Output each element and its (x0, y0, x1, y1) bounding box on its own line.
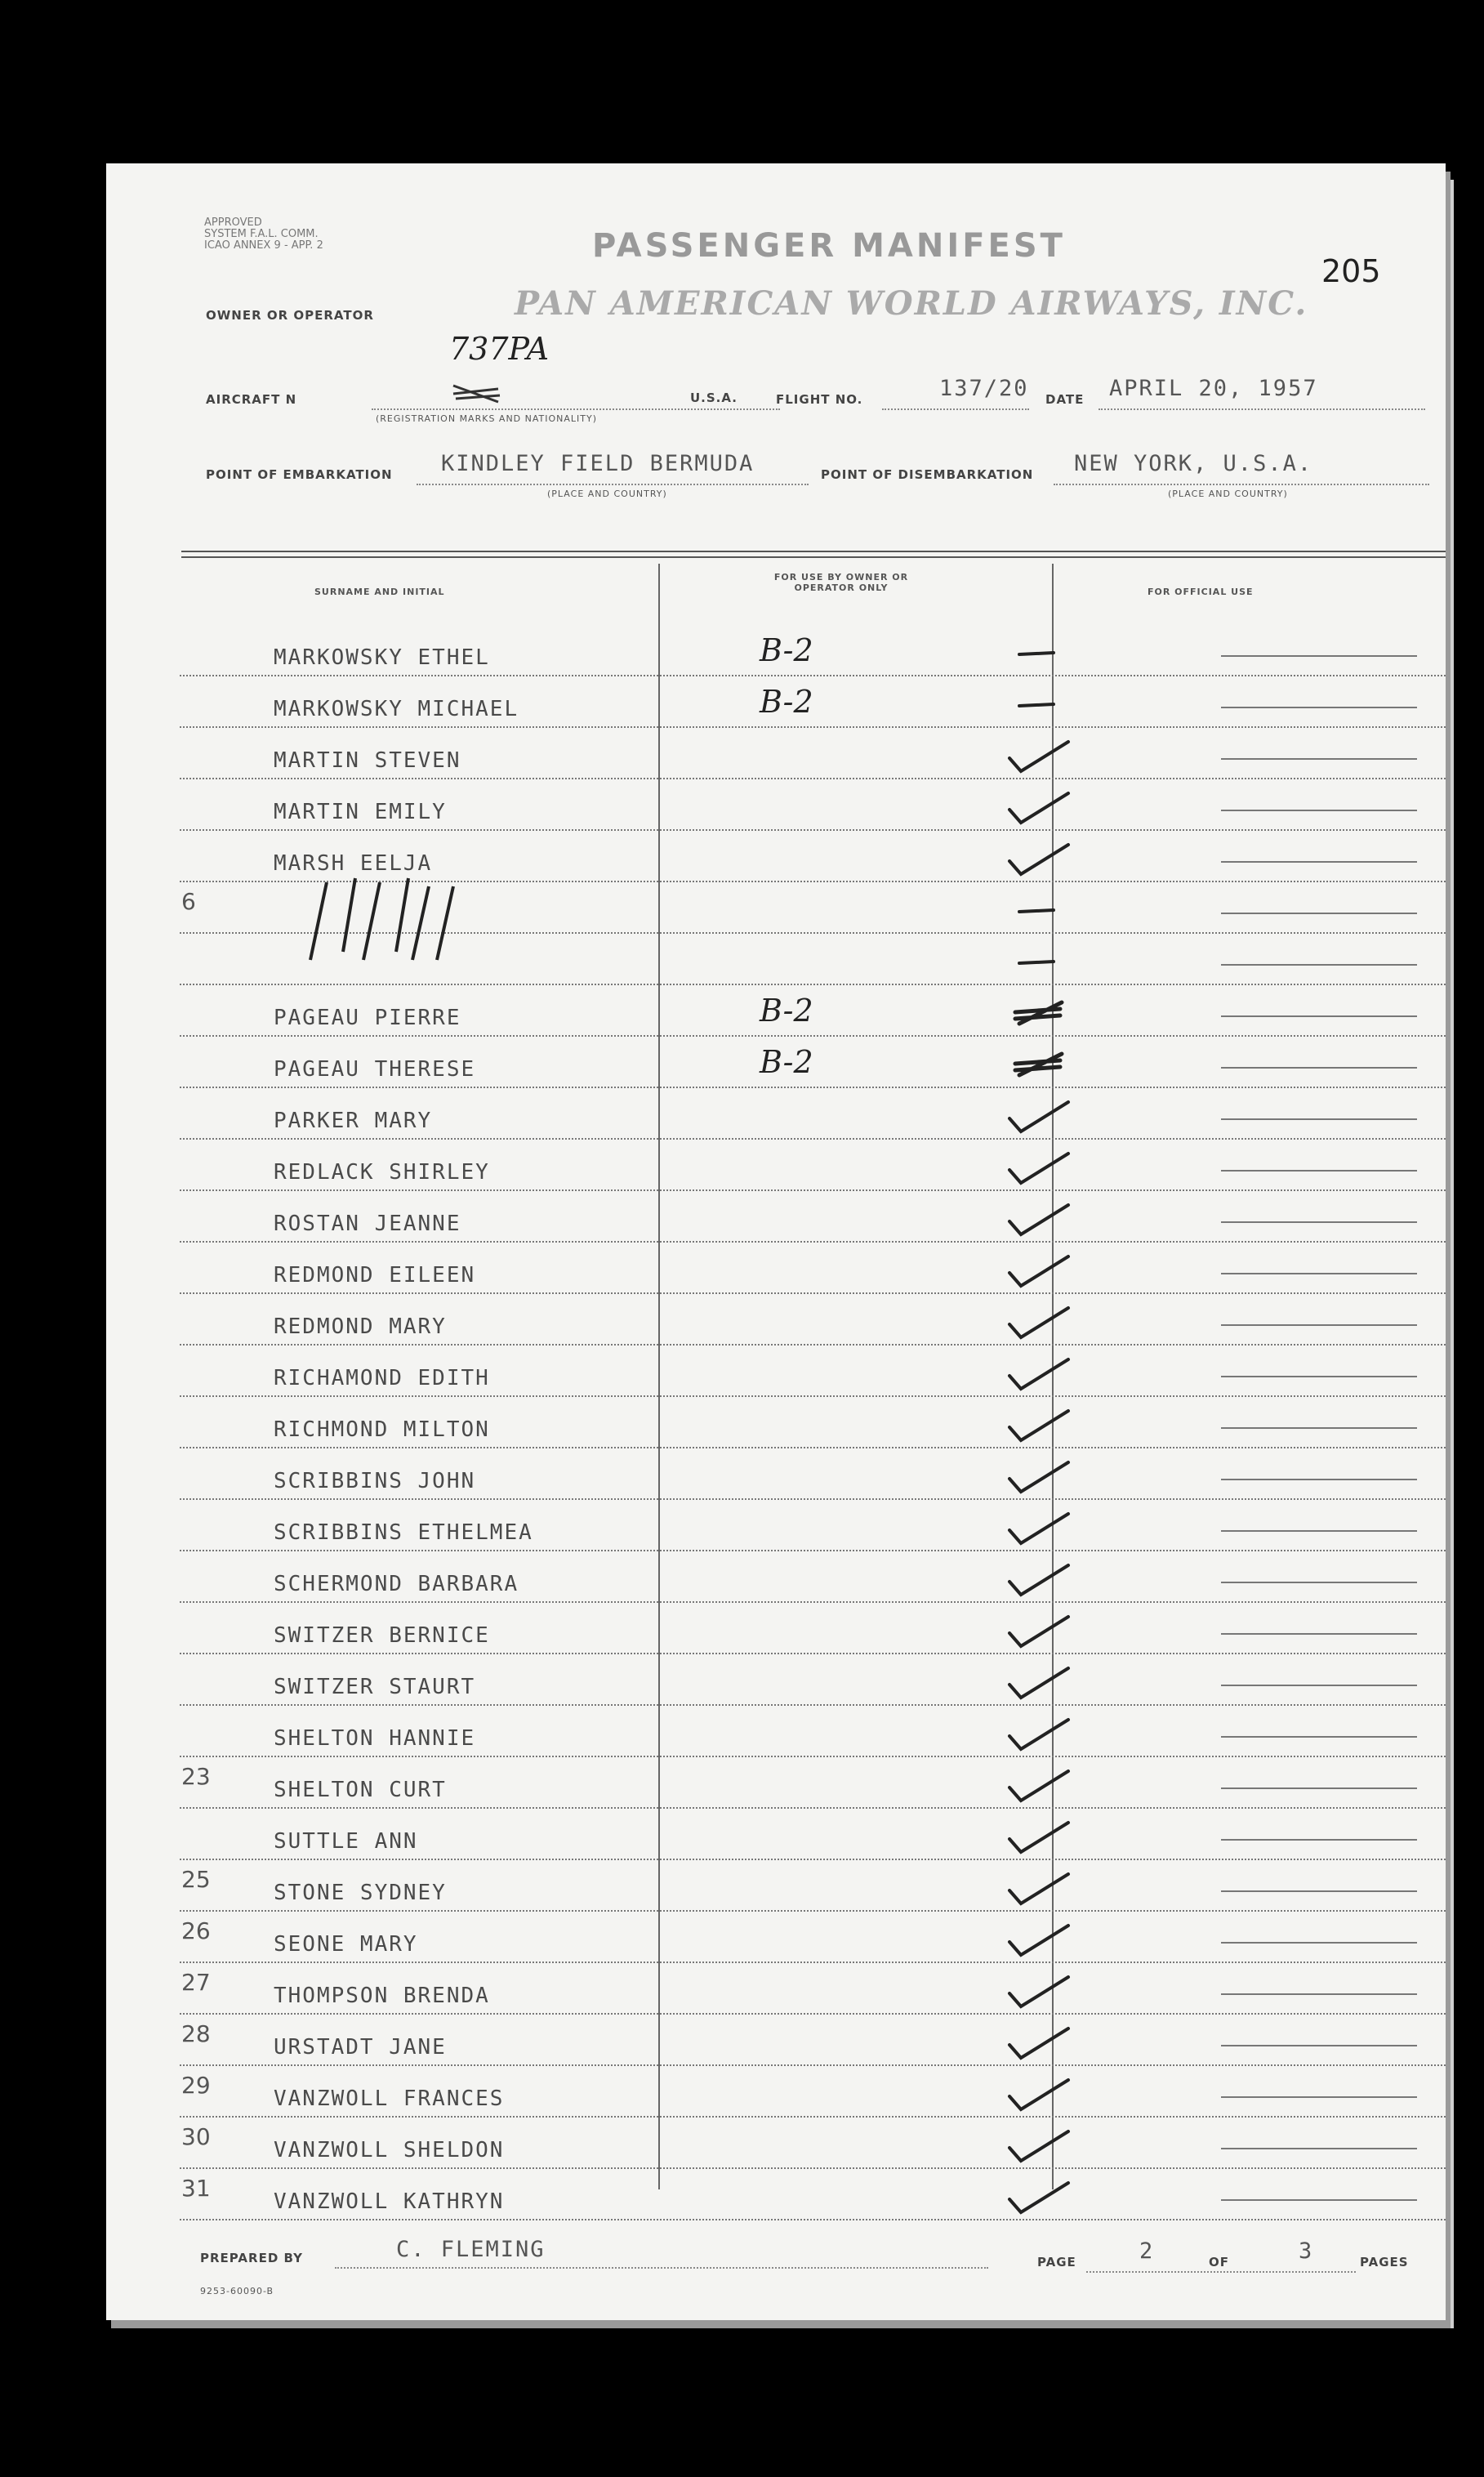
passenger-name: STONE SYDNEY (274, 1881, 447, 1905)
row-number: 23 (181, 1763, 211, 1790)
row-line (180, 1344, 1446, 1346)
passenger-name: SHELTON CURT (274, 1778, 447, 1802)
flight-line (882, 408, 1029, 410)
official-use-line (1221, 1685, 1417, 1686)
checkmark-icon (1003, 1303, 1076, 1344)
row-number: 28 (181, 2020, 211, 2047)
prepared-value: C. FLEMING (396, 2237, 546, 2262)
checkmark-icon (1003, 1715, 1076, 1756)
checkmark-icon (1003, 1200, 1076, 1241)
passenger-name: PARKER MARY (274, 1109, 433, 1133)
official-use-line (1221, 1787, 1417, 1789)
disembark-sub: (PLACE AND COUNTRY) (1168, 489, 1288, 499)
col-surname-header: SURNAME AND INITIAL (314, 587, 445, 597)
prepared-label: PREPARED BY (200, 2251, 303, 2265)
passenger-name: SWITZER STAURT (274, 1675, 476, 1699)
passenger-name: MARKOWSKY ETHEL (274, 645, 490, 670)
of-value: 3 (1299, 2238, 1314, 2264)
embark-value: KINDLEY FIELD BERMUDA (441, 451, 755, 476)
checkmark-icon (1003, 737, 1076, 778)
operator-code: B-2 (760, 632, 813, 668)
official-use-line (1221, 964, 1417, 966)
col-official-header: FOR OFFICIAL USE (1148, 587, 1254, 597)
aircraft-line (372, 408, 780, 410)
official-use-line (1221, 1067, 1417, 1069)
row-line (180, 1962, 1446, 1963)
row-line (180, 1138, 1446, 1140)
checkmark-icon (1003, 1921, 1076, 1962)
passenger-name: MARTIN STEVEN (274, 748, 461, 773)
row-line (180, 778, 1446, 779)
approval-line: SYSTEM F.A.L. COMM. (204, 228, 319, 240)
row-line (180, 1087, 1446, 1088)
dash-mark-icon (1003, 634, 1076, 675)
official-use-line (1221, 2199, 1417, 2201)
row-number: 27 (181, 1969, 211, 1996)
passenger-name: VANZWOLL KATHRYN (274, 2189, 505, 2214)
official-use-line (1221, 1736, 1417, 1738)
row-number: 29 (181, 2072, 211, 2099)
checkmark-icon (1003, 1097, 1076, 1138)
checkmark-icon (1003, 1252, 1076, 1292)
checkmark-icon (1003, 1509, 1076, 1550)
passenger-name: MARSH EELJA (274, 851, 433, 876)
row-line (180, 1704, 1446, 1706)
row-number: 26 (181, 1917, 211, 1944)
row-line (180, 726, 1446, 728)
checkmark-icon (1003, 2024, 1076, 2064)
official-use-line (1221, 1942, 1417, 1944)
dash-mark-icon (1003, 891, 1076, 932)
disembark-value: NEW YORK, U.S.A. (1074, 451, 1313, 476)
row-line (180, 1910, 1446, 1912)
header-rule (181, 556, 1446, 558)
of-label: OF (1209, 2255, 1229, 2269)
row-line (180, 675, 1446, 676)
passenger-name: PAGEAU PIERRE (274, 1006, 461, 1030)
owner-label: OWNER OR OPERATOR (206, 308, 374, 323)
checkmark-icon (1003, 1149, 1076, 1189)
passenger-name: SWITZER BERNICE (274, 1623, 490, 1648)
row-line (180, 1395, 1446, 1397)
row-line (180, 2219, 1446, 2220)
passenger-name: REDMOND EILEEN (274, 1263, 476, 1288)
checkmark-icon (1003, 788, 1076, 829)
official-use-line (1221, 1479, 1417, 1480)
official-use-line (1221, 810, 1417, 811)
passenger-name: SUTTLE ANN (274, 1829, 418, 1854)
official-use-line (1221, 1839, 1417, 1841)
date-line (1099, 408, 1425, 410)
checkmark-icon (1003, 1355, 1076, 1395)
checkmark-icon (1003, 1766, 1076, 1807)
passenger-name: SCHERMOND BARBARA (274, 1572, 519, 1596)
row-line (180, 1241, 1446, 1243)
operator-code: B-2 (760, 993, 813, 1029)
crossed-mark-icon (1003, 994, 1076, 1035)
row-line (180, 1189, 1446, 1191)
row-number: 25 (181, 1866, 211, 1893)
official-use-line (1221, 1170, 1417, 1172)
manifest-page (106, 163, 1446, 2320)
official-use-line (1221, 1890, 1417, 1892)
passenger-name: SEONE MARY (274, 1932, 418, 1957)
embark-sub: (PLACE AND COUNTRY) (547, 489, 667, 499)
passenger-name: VANZWOLL FRANCES (274, 2086, 505, 2111)
approval-line: APPROVED (204, 216, 262, 229)
passenger-name: SHELTON HANNIE (274, 1726, 476, 1751)
row-line (180, 984, 1446, 985)
operator-code: B-2 (760, 1044, 813, 1080)
row-line (180, 1859, 1446, 1860)
checkmark-icon (1003, 1612, 1076, 1653)
official-use-line (1221, 1221, 1417, 1223)
owner-value: PAN AMERICAN WORLD AIRWAYS, INC. (515, 284, 1308, 323)
official-use-line (1221, 1376, 1417, 1377)
form-number: 9253-60090-B (200, 2286, 274, 2296)
embark-label: POINT OF EMBARKATION (206, 467, 393, 482)
aircraft-sub: (REGISTRATION MARKS AND NATIONALITY) (376, 413, 598, 424)
checkmark-icon (1003, 1560, 1076, 1601)
official-use-line (1221, 2045, 1417, 2046)
row-line (180, 2116, 1446, 2118)
void-strokes-icon (278, 870, 466, 968)
passenger-name: RICHAMOND EDITH (274, 1366, 490, 1390)
row-line (180, 1756, 1446, 1757)
passenger-name: ROSTAN JEANNE (274, 1212, 461, 1236)
row-line (180, 1807, 1446, 1809)
official-use-line (1221, 2096, 1417, 2098)
checkmark-icon (1003, 1869, 1076, 1910)
passenger-name: MARKOWSKY MICHAEL (274, 697, 519, 721)
checkmark-icon (1003, 1406, 1076, 1447)
row-line (180, 2064, 1446, 2066)
row-line (180, 2167, 1446, 2169)
row-line (180, 1035, 1446, 1037)
checkmark-icon (1003, 2178, 1076, 2219)
row-line (180, 1447, 1446, 1448)
flight-label: FLIGHT NO. (776, 392, 863, 407)
official-use-line (1221, 1530, 1417, 1532)
row-line (180, 1292, 1446, 1294)
page-number: 205 (1321, 253, 1381, 289)
prepared-line (335, 2267, 988, 2269)
official-use-line (1221, 1118, 1417, 1120)
page-label: PAGE (1037, 2255, 1076, 2269)
checkmark-icon (1003, 1818, 1076, 1859)
date-label: DATE (1045, 392, 1085, 407)
pages-label: PAGES (1360, 2255, 1409, 2269)
row-number: 31 (181, 2175, 211, 2202)
official-use-line (1221, 913, 1417, 914)
aircraft-handwritten: 737PA (449, 331, 550, 367)
row-number: 30 (181, 2123, 211, 2150)
checkmark-icon (1003, 1972, 1076, 2013)
flight-value: 137/20 (939, 376, 1029, 401)
approval-note (204, 217, 323, 252)
passenger-name: SCRIBBINS JOHN (274, 1469, 476, 1493)
col-owner-header: FOR USE BY OWNER OR OPERATOR ONLY (773, 572, 909, 593)
passenger-name: RICHMOND MILTON (274, 1417, 490, 1442)
date-value: APRIL 20, 1957 (1109, 376, 1318, 401)
official-use-line (1221, 655, 1417, 657)
passenger-name: THOMPSON BRENDA (274, 1984, 490, 2008)
row-line (180, 2013, 1446, 2015)
passenger-name: SCRIBBINS ETHELMEA (274, 1520, 533, 1545)
row-line (180, 1601, 1446, 1603)
checkmark-icon (1003, 1457, 1076, 1498)
row-number: 6 (181, 888, 196, 915)
disembark-line (1054, 484, 1429, 485)
official-use-line (1221, 1993, 1417, 1995)
column-divider (658, 564, 660, 2189)
passenger-name: VANZWOLL SHELDON (274, 2138, 505, 2162)
official-use-line (1221, 1324, 1417, 1326)
row-line (180, 1653, 1446, 1654)
strikethrough-icon (449, 377, 547, 410)
page-value: 2 (1139, 2238, 1155, 2264)
passenger-name: MARTIN EMILY (274, 800, 447, 824)
header-rule (181, 551, 1446, 552)
passenger-name: REDMOND MARY (274, 1314, 447, 1339)
passenger-name: PAGEAU THERESE (274, 1057, 476, 1082)
checkmark-icon (1003, 2127, 1076, 2167)
usa-label: U.S.A. (690, 391, 738, 405)
embark-line (417, 484, 809, 485)
passenger-name: URSTADT JANE (274, 2035, 447, 2060)
aircraft-label: AIRCRAFT N (206, 392, 297, 407)
row-line (180, 829, 1446, 831)
operator-code: B-2 (760, 684, 813, 720)
official-use-line (1221, 861, 1417, 863)
row-line (180, 1498, 1446, 1500)
approval-line: ICAO ANNEX 9 - APP. 2 (204, 239, 323, 252)
official-use-line (1221, 1427, 1417, 1429)
official-use-line (1221, 1582, 1417, 1583)
checkmark-icon (1003, 2075, 1076, 2116)
checkmark-icon (1003, 1663, 1076, 1704)
checkmark-icon (1003, 840, 1076, 881)
official-use-line (1221, 1273, 1417, 1274)
page-line (1086, 2271, 1356, 2273)
disembark-label: POINT OF DISEMBARKATION (821, 467, 1034, 482)
official-use-line (1221, 2148, 1417, 2149)
official-use-line (1221, 1015, 1417, 1017)
official-use-line (1221, 1633, 1417, 1635)
official-use-line (1221, 707, 1417, 708)
row-line (180, 1550, 1446, 1551)
official-use-line (1221, 758, 1417, 760)
dash-mark-icon (1003, 685, 1076, 726)
passenger-name: REDLACK SHIRLEY (274, 1160, 490, 1185)
crossed-mark-icon (1003, 1046, 1076, 1087)
dash-mark-icon (1003, 943, 1076, 984)
form-title: PASSENGER MANIFEST (592, 227, 1066, 265)
